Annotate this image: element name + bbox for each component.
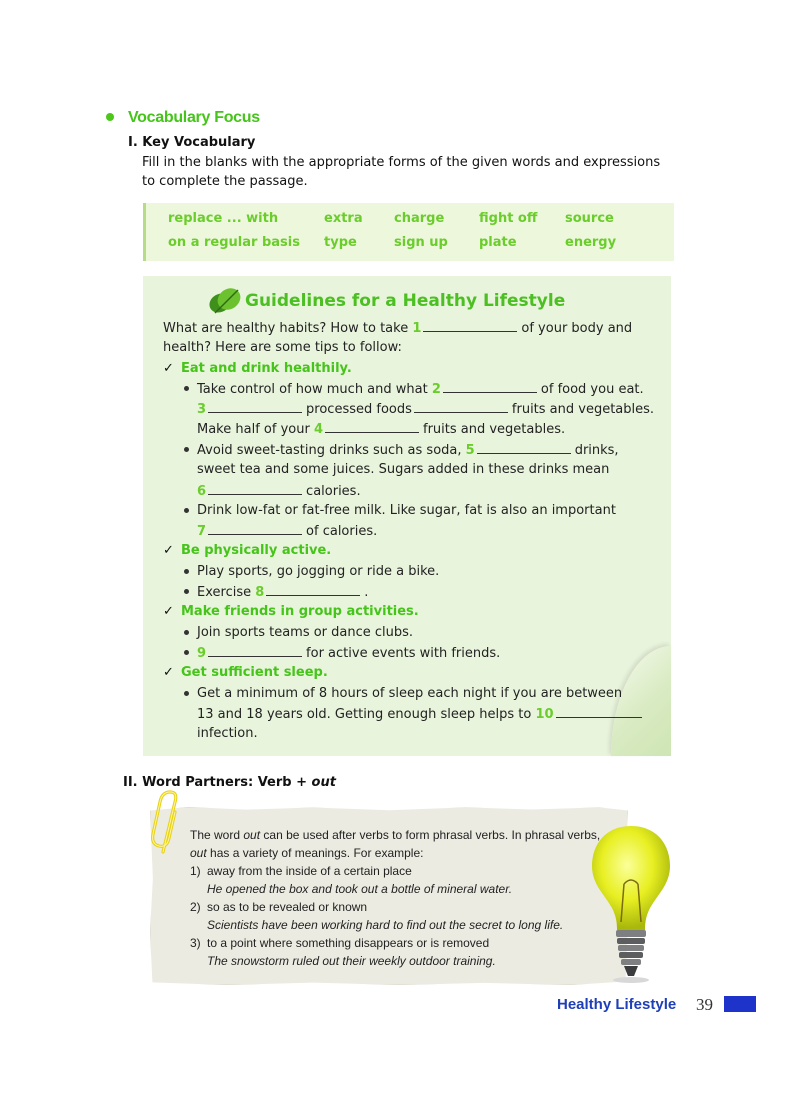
bullet-icon <box>184 650 189 655</box>
text: out <box>311 775 336 790</box>
note-line <box>190 846 423 860</box>
tip-line <box>197 645 500 661</box>
text: out <box>243 828 261 842</box>
tip-line: Join sports teams or dance clubs. <box>197 625 414 640</box>
blank-number: 7 <box>197 524 207 539</box>
blank-number: 9 <box>197 646 207 661</box>
text: has a variety of meanings. For example: <box>210 846 424 860</box>
text: The snowstorm ruled out their weekly outdoor training. <box>207 954 496 968</box>
answer-blank[interactable] <box>208 645 302 657</box>
bullet-icon <box>184 691 189 696</box>
text: of your body and <box>521 321 633 336</box>
tip-heading: Get sufficient sleep. <box>181 665 328 680</box>
blank-number: 10 <box>535 707 554 722</box>
tip-line: infection. <box>197 726 258 741</box>
meaning-text: to a point where something disappears or is removed <box>207 936 490 950</box>
light-bulb-icon <box>588 822 674 984</box>
text: II. Word Partners: Verb + <box>123 775 308 790</box>
tip-line <box>197 401 654 417</box>
text: Avoid sweet-tasting drinks such as soda, <box>197 443 462 458</box>
example-sentence <box>207 954 496 968</box>
instructions: Fill in the blanks with the appropriate forms of the given words and expressions to complete the passage. <box>142 155 661 189</box>
text: Scientists have been working hard to find out the secret to long life. <box>207 918 564 932</box>
text: . <box>364 585 369 600</box>
check-icon: ✓ <box>163 543 174 558</box>
text: Take control of how much and what <box>197 382 428 397</box>
example-sentence <box>207 882 512 896</box>
meaning-number: 1) <box>190 864 201 878</box>
text: can be used after verbs to form phrasal verbs. In phrasal verbs, <box>263 828 601 842</box>
word-bank-item: replace ... with <box>168 211 279 226</box>
tip-line <box>197 442 619 458</box>
text: He opened the box and took out a bottle of mineral water. <box>207 882 513 896</box>
tip-line <box>197 523 377 539</box>
answer-blank[interactable] <box>443 381 537 393</box>
tip-line: sweet tea and some juices. Sugars added in these drinks mean <box>197 462 610 477</box>
text: 13 and 18 years old. Getting enough sleep helps to <box>197 707 532 722</box>
bullet-icon <box>184 569 189 574</box>
text: Make half of your <box>197 422 310 437</box>
text: fruits and vegetables. <box>511 402 655 417</box>
footer-unit-title: Healthy Lifestyle <box>557 996 677 1013</box>
word-bank <box>143 203 674 261</box>
word-bank-item: source <box>565 211 614 226</box>
section-title: Vocabulary Focus <box>128 109 260 126</box>
tip-line <box>197 483 361 499</box>
answer-blank[interactable] <box>325 421 419 433</box>
bullet-icon <box>184 447 189 452</box>
text: for active events with friends. <box>306 646 501 661</box>
word-bank-item: sign up <box>394 235 448 250</box>
meaning-number: 3) <box>190 936 201 950</box>
bullet-icon <box>184 630 189 635</box>
blank-number: 8 <box>255 585 265 600</box>
guidelines-title: Guidelines for a Healthy Lifestyle <box>245 291 566 311</box>
text: of food you eat. <box>540 382 644 397</box>
word-bank-item: on a regular basis <box>168 235 300 250</box>
text: processed foods <box>306 402 412 417</box>
word-bank-item: type <box>324 235 357 250</box>
answer-blank[interactable] <box>414 401 508 413</box>
word-bank-item: charge <box>394 211 445 226</box>
tip-line <box>197 706 646 722</box>
blank-number: 1 <box>412 321 422 336</box>
text: What are healthy habits? How to take <box>163 321 409 336</box>
text: of calories. <box>306 524 378 539</box>
blank-number: 2 <box>431 382 441 397</box>
paperclip-icon <box>149 790 189 860</box>
answer-blank[interactable] <box>266 584 360 596</box>
answer-blank[interactable] <box>477 442 571 454</box>
blank-number: 5 <box>465 443 475 458</box>
word-bank-item: fight off <box>479 211 538 226</box>
tip-heading: Eat and drink healthily. <box>181 361 352 376</box>
meaning-text: away from the inside of a certain place <box>207 864 412 878</box>
tip-heading: Make friends in group activities. <box>181 604 419 619</box>
answer-blank[interactable] <box>423 320 517 332</box>
leaf-icon <box>207 285 243 317</box>
blank-number: 4 <box>313 422 323 437</box>
answer-blank[interactable] <box>556 706 642 718</box>
blank-number: 6 <box>197 484 207 499</box>
text: fruits and vegetables. <box>423 422 566 437</box>
text: The word <box>190 828 241 842</box>
text: calories. <box>306 484 361 499</box>
text: drinks, <box>574 443 619 458</box>
word-bank-item: plate <box>479 235 517 250</box>
check-icon: ✓ <box>163 665 174 680</box>
text: Exercise <box>197 585 252 600</box>
blank-number: 3 <box>197 402 207 417</box>
tip-line: Drink low-fat or fat-free milk. Like sugar, fat is also an important <box>197 503 616 518</box>
word-bank-item: energy <box>565 235 617 250</box>
page-number: 39 <box>696 995 713 1014</box>
tip-line <box>197 381 644 397</box>
intro-line-1 <box>163 320 632 336</box>
meaning-text: so as to be revealed or known <box>207 900 368 914</box>
tip-line <box>197 584 368 600</box>
word-bank-item: extra <box>324 211 363 226</box>
answer-blank[interactable] <box>208 523 302 535</box>
check-icon: ✓ <box>163 361 174 376</box>
note-line <box>190 828 600 842</box>
text: out <box>190 846 207 860</box>
tip-line: Play sports, go jogging or ride a bike. <box>197 564 440 579</box>
bullet-icon <box>184 386 189 391</box>
bullet-icon <box>184 589 189 594</box>
section-bullet-icon <box>106 113 114 121</box>
tip-line: Get a minimum of 8 hours of sleep each night if you are between <box>197 686 623 701</box>
bullet-icon <box>184 508 189 513</box>
answer-blank[interactable] <box>208 483 302 495</box>
answer-blank[interactable] <box>208 401 302 413</box>
example-sentence <box>207 918 563 932</box>
part-one-title: I. Key Vocabulary <box>128 135 256 150</box>
footer-color-bar <box>724 996 756 1012</box>
tip-line <box>197 421 565 437</box>
tip-heading: Be physically active. <box>181 543 332 558</box>
check-icon: ✓ <box>163 604 174 619</box>
part-two-title <box>123 775 336 790</box>
intro-line-2: health? Here are some tips to follow: <box>163 340 402 355</box>
meaning-number: 2) <box>190 900 201 914</box>
